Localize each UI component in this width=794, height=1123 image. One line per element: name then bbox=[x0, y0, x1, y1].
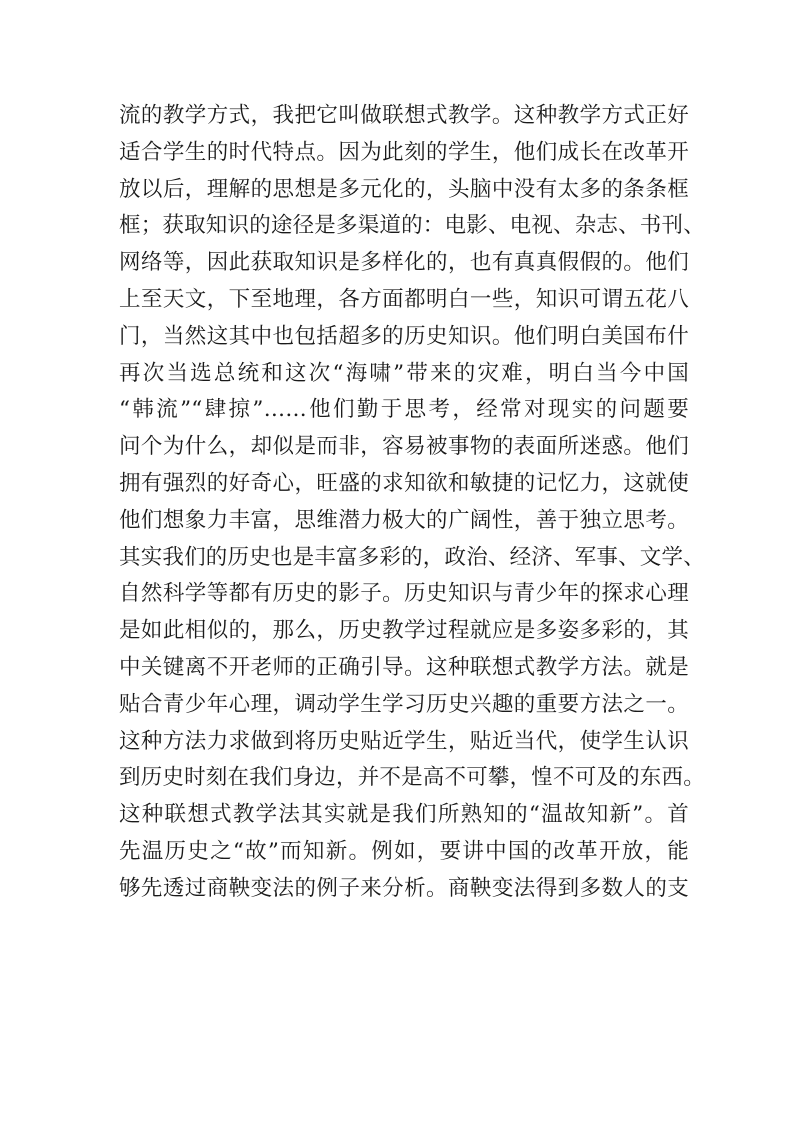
text-line: 够先透过商鞅变法的例子来分析。商鞅变法得到多数人的支 bbox=[119, 875, 689, 901]
text-line: 流的教学方式，我把它叫做联想式教学。这种教学方式正好 bbox=[119, 103, 689, 128]
text-line: 再次当选总统和这次“海啸”带来的灾难，明白当今中国 bbox=[119, 360, 689, 386]
text-line: 问个为什么，却似是而非，容易被事物的表面所迷惑。他们 bbox=[119, 434, 689, 460]
text-line: 这种联想式教学法其实就是我们所熟知的“温故知新”。首 bbox=[119, 802, 689, 828]
text-line: 中关键离不开老师的正确引导。这种联想式教学方法。就是 bbox=[119, 654, 689, 680]
text-line: 先温历史之“故”而知新。例如，要讲中国的改革开放，能 bbox=[119, 838, 689, 864]
text-line: 适合学生的时代特点。因为此刻的学生，他们成长在改革开 bbox=[119, 139, 689, 165]
text-line: 框；获取知识的途径是多渠道的：电影、电视、杂志、书刊、 bbox=[119, 213, 705, 239]
text-line: 这种方法力求做到将历史贴近学生，贴近当代，使学生认识 bbox=[119, 728, 689, 754]
text-line: 网络等，因此获取知识是多样化的，也有真真假假的。他们 bbox=[119, 250, 689, 276]
text-line: 贴合青少年心理，调动学生学习历史兴趣的重要方法之一。 bbox=[119, 691, 689, 717]
text-line: 拥有强烈的好奇心，旺盛的求知欲和敏捷的记忆力，这就使 bbox=[119, 470, 689, 496]
text-line: “韩流”“肆掠”……他们勤于思考，经常对现实的问题要 bbox=[119, 397, 689, 423]
text-line: 其实我们的历史也是丰富多彩的，政治、经济、军事、文学、 bbox=[119, 544, 705, 570]
text-line: 放以后，理解的思想是多元化的，头脑中没有太多的条条框 bbox=[119, 176, 689, 202]
text-line: 自然科学等都有历史的影子。历史知识与青少年的探求心理 bbox=[119, 581, 689, 607]
text-line: 上至天文，下至地理，各方面都明白一些，知识可谓五花八 bbox=[119, 286, 689, 312]
text-line: 门，当然这其中也包括超多的历史知识。他们明白美国布什 bbox=[119, 323, 689, 349]
text-line: 他们想象力丰富，思维潜力极大的广阔性，善于独立思考。 bbox=[119, 507, 689, 533]
text-line: 是如此相似的，那么，历史教学过程就应是多姿多彩的，其 bbox=[119, 618, 689, 644]
body-text bbox=[119, 98, 705, 908]
text-line: 到历史时刻在我们身边，并不是高不可攀，惶不可及的东西。 bbox=[119, 765, 705, 791]
